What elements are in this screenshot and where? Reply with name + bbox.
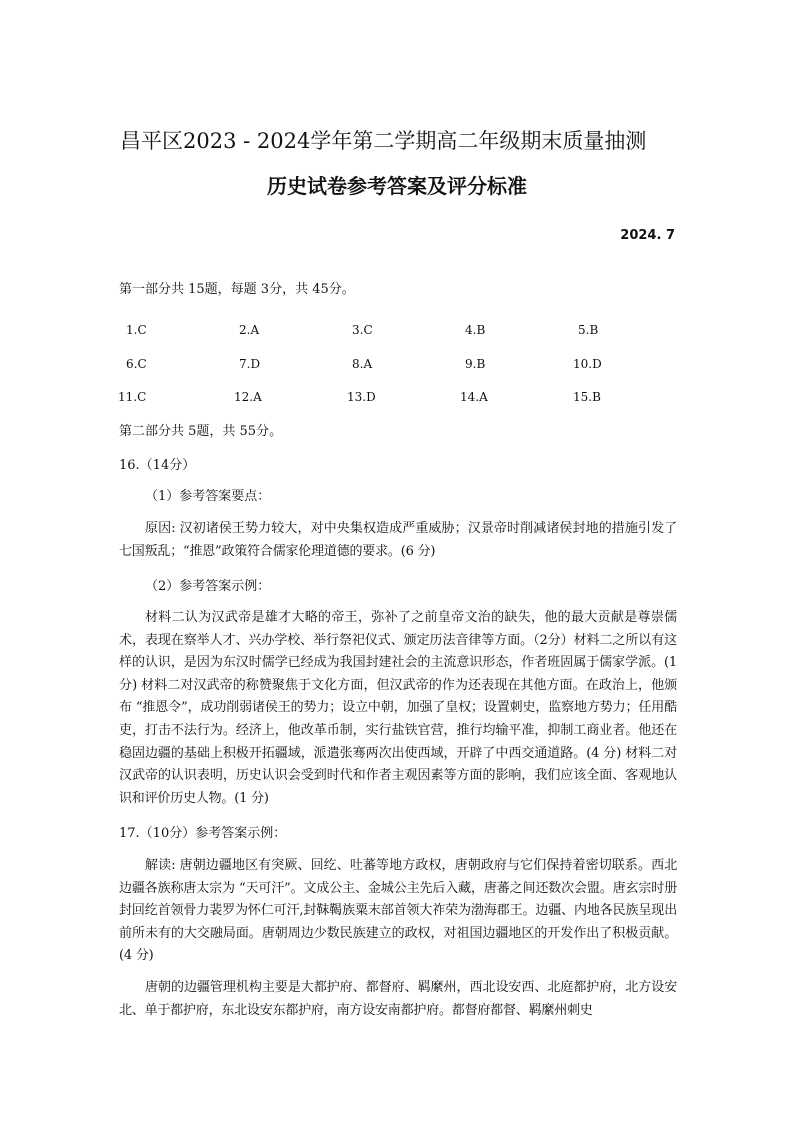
question-17-answer-interpretation: 解读: 唐朝边疆地区有突厥、回纥、吐蕃等地方政权，唐朝政府与它们保持着密切联系。西北边疆各族称唐太宗为 “天可汗”。文成公主、金城公主先后入藏，唐蕃之间还数次会盟。唐玄宗时册封回纥首领骨力裴罗为怀仁可汗,封靺鞨族粟末部首领大祚荣为渤海郡王。边疆、内地各民族呈现出前所未有的大交融局面。唐朝周边少数民族建立的政权，对祖国边疆地区的开发作出了积极贡献。(4 分) <box>119 858 677 964</box>
question-16-label: 16.（14分） <box>119 458 196 473</box>
document-title: 历史试卷参考答案及评分标准 <box>267 174 527 198</box>
question-16-sub1-answer: 原因: 汉初诸侯王势力较大，对中央集权造成严重威胁；汉景帝时削减诸侯封地的措施引发了七国叛乱；“推恩”政策符合儒家伦理道德的要求。(6 分) <box>119 521 677 559</box>
answer-item: 12.A <box>234 390 262 404</box>
document-date: 2024. 7 <box>620 228 675 243</box>
question-16-sub2-answer: 材料二认为汉武帝是雄才大略的帝王，弥补了之前皇帝文治的缺失，他的最大贡献是尊崇儒术，表现在察举人才、兴办学校、举行祭祀仪式、颁定历法音律等方面。（2分）材料二之所以有这样的认识，是因为东汉时儒学已经成为我国封建社会的主流意识形态，作者班固属于儒家学派。(1 分) 材料二对汉武帝的称赞聚焦于文化方面，但汉武帝的作为还表现在其他方面。在政治上，他颁布 “推恩令”，成功削弱诸侯王的势力；设立中朝，加强了皇权；设置刺史，监察地方势力；任用酷吏，打击不法行为。经济上，他改革币制，实行盐铁官营，推行均输平准，抑制工商业者。他还在稳固边疆的基础上积极开拓疆域，派遣张骞两次出使西域，开辟了中西交通道路。(4 分) 材料二对汉武帝的认识表明，历史认识会受到时代和作者主观因素等方面的影响，我们应该全面、客观地认识和评价历史人物。(1 分) <box>119 610 677 806</box>
answer-row <box>118 320 678 340</box>
answer-row <box>118 354 678 374</box>
answer-item: 5.B <box>578 323 599 337</box>
answer-item: 6.C <box>126 357 147 371</box>
answer-item: 1.C <box>126 323 147 337</box>
answer-item: 4.B <box>465 323 486 337</box>
question-16-sub2-label: （2）参考答案示例： <box>145 579 271 594</box>
part1-heading: 第一部分共 15题，每题 3分，共 45分。 <box>119 282 355 297</box>
question-17-label: 17.（10分）参考答案示例： <box>119 826 287 841</box>
answer-item: 14.A <box>460 390 488 404</box>
answer-item: 15.B <box>573 390 601 404</box>
answer-item: 11.C <box>118 390 147 404</box>
answer-item: 7.D <box>239 357 261 371</box>
question-17-answer-admin: 唐朝的边疆管理机构主要是大都护府、都督府、羁縻州，西北设安西、北庭都护府，北方设安北、单于都护府，东北设安东都护府，南方设安南都护府。都督府都督、羁縻州刺史 <box>119 980 677 1018</box>
answer-item: 3.C <box>352 323 373 337</box>
answer-row <box>118 387 678 407</box>
question-16-sub1-label: （1）参考答案要点： <box>145 489 271 504</box>
exam-header-title: 昌平区2023 - 2024学年第二学期高二年级期末质量抽测 <box>120 129 647 153</box>
part2-heading: 第二部分共 5题，共 55分。 <box>119 424 283 439</box>
answer-item: 8.A <box>352 357 373 371</box>
answer-item: 9.B <box>465 357 486 371</box>
answer-item: 2.A <box>239 323 260 337</box>
answer-item: 10.D <box>573 357 602 371</box>
answer-item: 13.D <box>347 390 376 404</box>
